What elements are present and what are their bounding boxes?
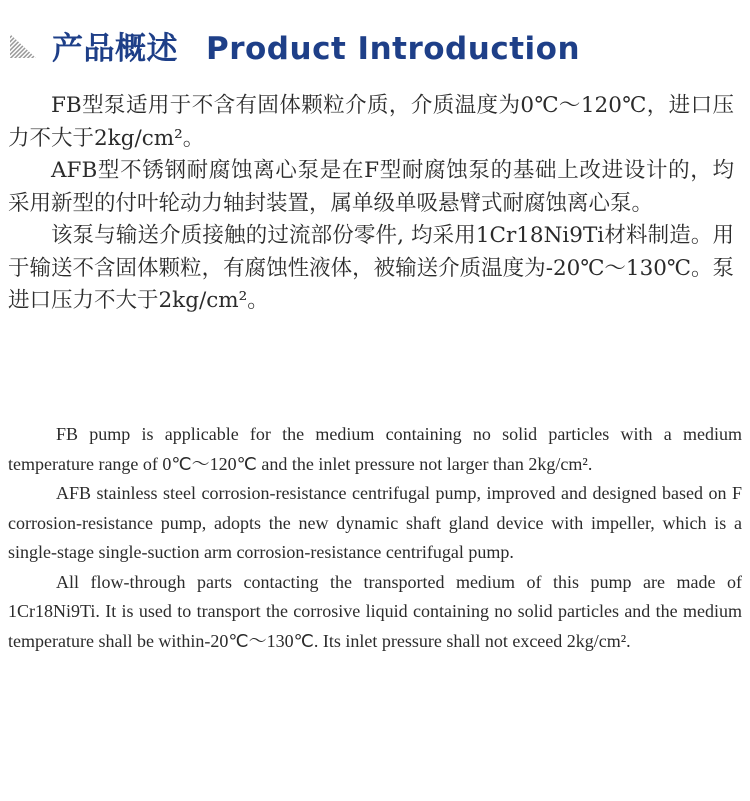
title-en: Product Introduction: [206, 30, 581, 67]
en-paragraph-2: AFB stainless steel corrosion-resistance centrifugal pump, improved and designed based on F corrosion-resistance pump, adopts the new dynamic shaft gland device with impeller, which is a single-stage single-suction arm corrosion-resistance centrifugal pump.: [8, 483, 742, 562]
title-zh: 产品概述: [52, 30, 178, 67]
english-introduction: [8, 420, 742, 656]
zh-paragraph-3: 该泵与输送介质接触的过流部份零件, 均采用1Cr18Ni9Ti材料制造。用于输送不含固体颗粒，有腐蚀性液体，被输送介质温度为-20℃～130℃。泵进口压力不大于2kg/cm²。: [8, 223, 734, 313]
stripe-triangle-icon: [8, 30, 38, 60]
en-paragraph-3: All flow-through parts contacting the transported medium of this pump are made of 1Cr18Ni9Ti. It is used to transport the corrosive liquid containing no solid particles and the medium temperature shall be within-20℃～130℃. Its inlet pressure shall not exceed 2kg/cm².: [8, 571, 742, 651]
chinese-introduction: [8, 90, 734, 318]
page-title: [52, 23, 580, 68]
zh-paragraph-1: FB型泵适用于不含有固体颗粒介质，介质温度为0℃～120℃，进口压力不大于2kg/cm²。: [8, 93, 734, 151]
section-header: [8, 20, 580, 70]
zh-paragraph-2: AFB型不锈钢耐腐蚀离心泵是在F型耐腐蚀泵的基础上改进设计的，均采用新型的付叶轮动力轴封装置，属单级单吸悬臂式耐腐蚀离心泵。: [8, 158, 734, 216]
en-paragraph-1: FB pump is applicable for the medium containing no solid particles with a medium temperature range of 0℃～120℃ and the inlet pressure not larger than 2kg/cm².: [8, 424, 742, 474]
